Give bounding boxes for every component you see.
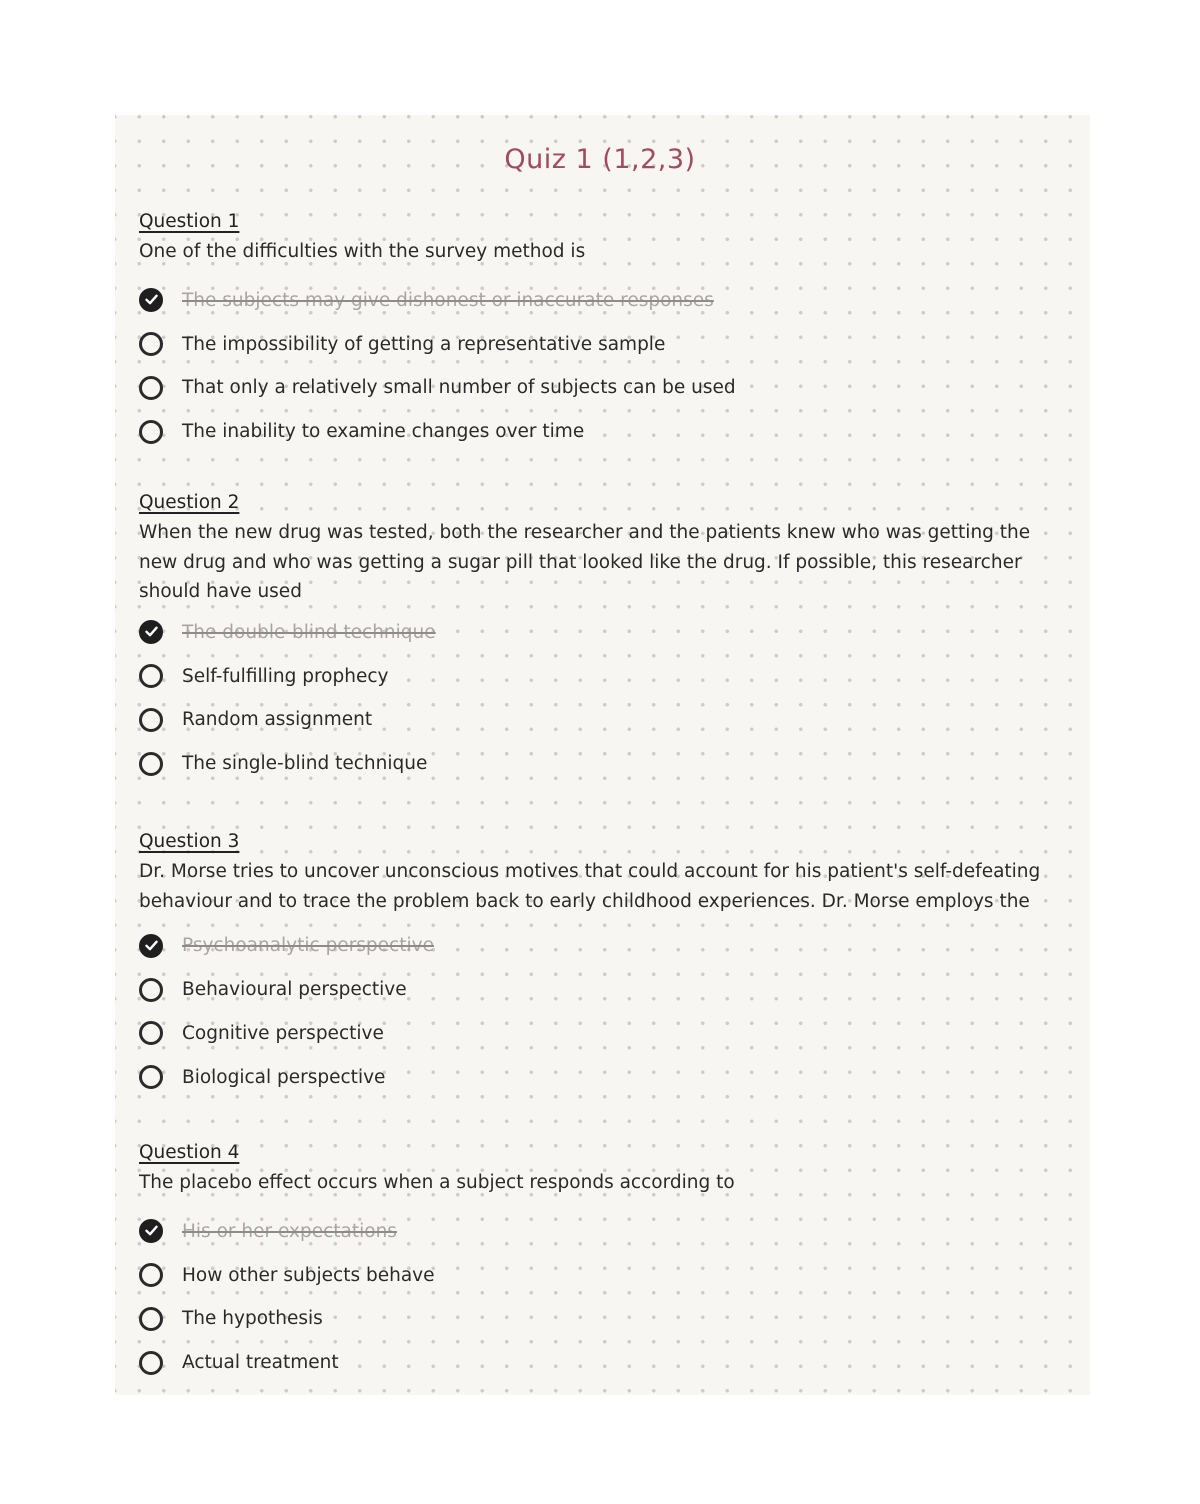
radio-icon[interactable] — [139, 420, 163, 444]
question-text: When the new drug was tested, both the researcher and the patients knew who was getting the new drug and who was getting a sugar pill that looked like the drug. If possible, this researcher should have used — [139, 522, 1031, 602]
option-label: The double-blind technique — [182, 621, 436, 643]
option-label: The single-blind technique — [182, 753, 428, 775]
option[interactable] — [139, 366, 1064, 410]
radio-icon[interactable] — [139, 376, 163, 400]
question-text: One of the difficulties with the survey method is — [139, 241, 586, 262]
option[interactable] — [139, 1297, 1064, 1341]
radio-icon[interactable] — [139, 752, 163, 776]
option[interactable] — [139, 1012, 1064, 1056]
radio-icon[interactable] — [139, 332, 163, 356]
option-label: How other subjects behave — [182, 1264, 435, 1286]
option-label: His or her expectations — [182, 1220, 397, 1242]
option-label: Self-fulfilling prophecy — [182, 665, 389, 687]
question-heading: Question 2 — [139, 492, 240, 513]
checked-radio-icon[interactable] — [139, 934, 163, 958]
radio-icon[interactable] — [139, 978, 163, 1002]
radio-icon[interactable] — [139, 1021, 163, 1045]
options-list — [139, 279, 1064, 454]
option[interactable] — [139, 1341, 1064, 1385]
option[interactable] — [139, 1055, 1064, 1099]
option[interactable] — [139, 279, 1064, 323]
option-label: Psychoanalytic perspective — [182, 935, 434, 957]
option[interactable] — [139, 410, 1064, 454]
options-list — [139, 924, 1064, 1099]
question-heading: Question 1 — [139, 211, 240, 232]
question-2 — [139, 492, 1064, 786]
options-list — [139, 611, 1064, 786]
option-label: That only a relatively small number of subjects can be used — [182, 377, 736, 399]
option[interactable] — [139, 698, 1064, 742]
checked-radio-icon[interactable] — [139, 1219, 163, 1243]
option[interactable] — [139, 968, 1064, 1012]
option[interactable] — [139, 742, 1064, 786]
radio-icon[interactable] — [139, 708, 163, 732]
checked-radio-icon[interactable] — [139, 620, 163, 644]
option-label: Biological perspective — [182, 1066, 386, 1088]
radio-icon[interactable] — [139, 1307, 163, 1331]
option-label: Actual treatment — [182, 1352, 339, 1374]
option-label: The inability to examine changes over time — [182, 421, 585, 443]
options-list — [139, 1210, 1064, 1385]
option[interactable] — [139, 611, 1064, 655]
question-3 — [139, 831, 1064, 1099]
radio-icon[interactable] — [139, 664, 163, 688]
page-title: Quiz 1 (1,2,3) — [504, 144, 696, 175]
option-label: Random assignment — [182, 709, 373, 731]
option[interactable] — [139, 924, 1064, 968]
radio-icon[interactable] — [139, 1263, 163, 1287]
option-label: Cognitive perspective — [182, 1022, 384, 1044]
option-label: Behavioural perspective — [182, 979, 407, 1001]
option-label: The subjects may give dishonest or inaccurate responses — [182, 289, 714, 311]
radio-icon[interactable] — [139, 1351, 163, 1375]
question-text: Dr. Morse tries to uncover unconscious motives that could account for his patient's self-defeating behaviour and to trace the problem back to early childhood experiences. Dr. Morse employs the — [139, 861, 1041, 912]
option-label: The impossibility of getting a representative sample — [182, 333, 666, 355]
question-text: The placebo effect occurs when a subject responds according to — [139, 1172, 735, 1193]
option-label: The hypothesis — [182, 1308, 323, 1330]
option[interactable] — [139, 1253, 1064, 1297]
checked-radio-icon[interactable] — [139, 288, 163, 312]
question-4 — [139, 1142, 1064, 1385]
question-1 — [139, 211, 1064, 454]
option[interactable] — [139, 322, 1064, 366]
option[interactable] — [139, 1210, 1064, 1254]
option[interactable] — [139, 654, 1064, 698]
question-heading: Question 4 — [139, 1142, 240, 1163]
question-heading: Question 3 — [139, 831, 240, 852]
radio-icon[interactable] — [139, 1065, 163, 1089]
